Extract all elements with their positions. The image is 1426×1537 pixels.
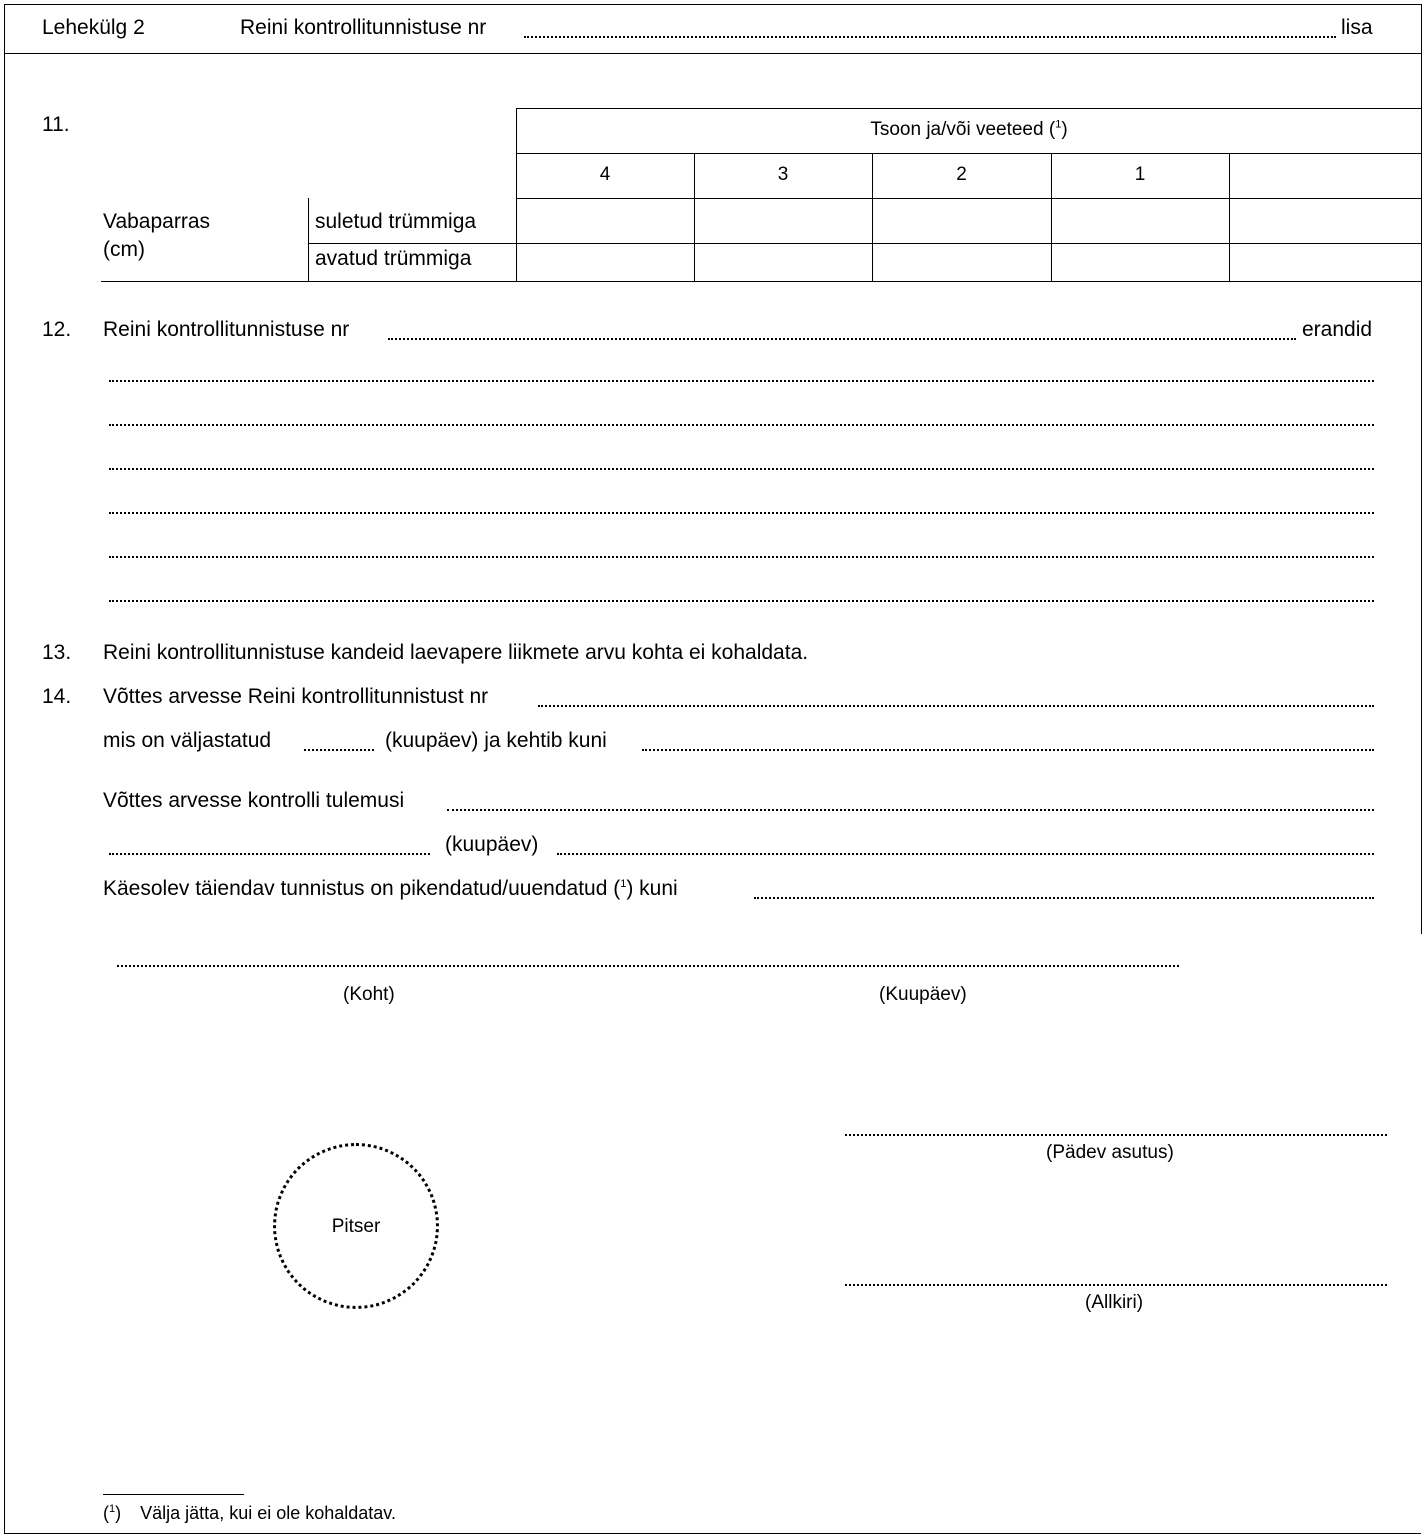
section-14-results: Võttes arvesse kontrolli tulemusi — [103, 789, 405, 812]
place-label: (Koht) — [343, 984, 395, 1005]
header-dots — [524, 36, 1336, 38]
frame-left — [4, 4, 5, 1534]
date-label: (Kuupäev) — [879, 984, 967, 1005]
header-suffix: lisa — [1341, 16, 1373, 39]
exceptions-line-3 — [109, 468, 1374, 470]
section-14-valid-until: (kuupäev) ja kehtib kuni — [385, 729, 607, 752]
section-12-number: 12. — [42, 318, 72, 341]
section-14-number: 14. — [42, 685, 72, 708]
exceptions-line-1 — [109, 380, 1374, 382]
freeboard-unit: (cm) — [103, 238, 145, 261]
row-open-hatches: avatud trümmiga — [315, 247, 472, 270]
exceptions-line-5 — [109, 556, 1374, 558]
exceptions-line-2 — [109, 424, 1374, 426]
zone-col-2: 2 — [956, 164, 967, 185]
zone-header: Tsoon ja/või veeteed ($^1$) — [870, 118, 1068, 140]
section-14-line-1: Võttes arvesse Reini kontrollitunnistust nr — [103, 685, 489, 708]
authority-line — [845, 1134, 1387, 1136]
footnote-ref: 1 — [1055, 118, 1062, 131]
section-14-issued: mis on väljastatud — [103, 729, 272, 752]
exceptions-line-4 — [109, 512, 1374, 514]
frame-top — [4, 4, 1421, 5]
section-12-suffix: erandid — [1302, 318, 1373, 341]
footnote-text: Välja jätta, kui ei ole kohaldatav. — [140, 1503, 396, 1523]
footnote: ($^1$) Välja jätta, kui ei ole kohaldatav. — [103, 1503, 396, 1523]
place-date-line — [117, 965, 1179, 967]
zone-col-4: 4 — [599, 164, 611, 185]
section-12-text: Reini kontrollitunnistuse nr — [103, 318, 350, 341]
footnote-number: 1 — [109, 1503, 116, 1515]
page-number: Lehekülg 2 — [42, 16, 145, 39]
zone-col-3: 3 — [777, 164, 789, 185]
footnote-ref: 1 — [620, 878, 627, 890]
section-13-number: 13. — [42, 641, 72, 664]
frame-bottom — [4, 1533, 1421, 1534]
section-14-date: (kuupäev) — [445, 833, 539, 856]
authority-label: (Pädev asutus) — [1046, 1142, 1174, 1163]
zone-col-1: 1 — [1134, 164, 1146, 185]
stamp-label: Pitser — [331, 1216, 381, 1237]
signature-label: (Allkiri) — [1085, 1292, 1144, 1313]
section-11-number: 11. — [42, 113, 70, 136]
header-divider — [4, 53, 1421, 54]
signature-line — [845, 1284, 1387, 1286]
footnote-rule — [103, 1494, 244, 1495]
section-14-extended: Käesolev täiendav tunnistus on pikendatud/uuendatud ($^1$) kuni — [103, 877, 678, 900]
header-title: Reini kontrollitunnistuse nr — [240, 16, 487, 39]
row-closed-hatches: suletud trümmiga — [315, 210, 477, 233]
section-13-text: Reini kontrollitunnistuse kandeid laevapere liikmete arvu kohta ei kohaldata. — [103, 641, 809, 664]
exceptions-line-6 — [109, 600, 1374, 602]
freeboard-label: Vabaparras — [103, 210, 211, 233]
